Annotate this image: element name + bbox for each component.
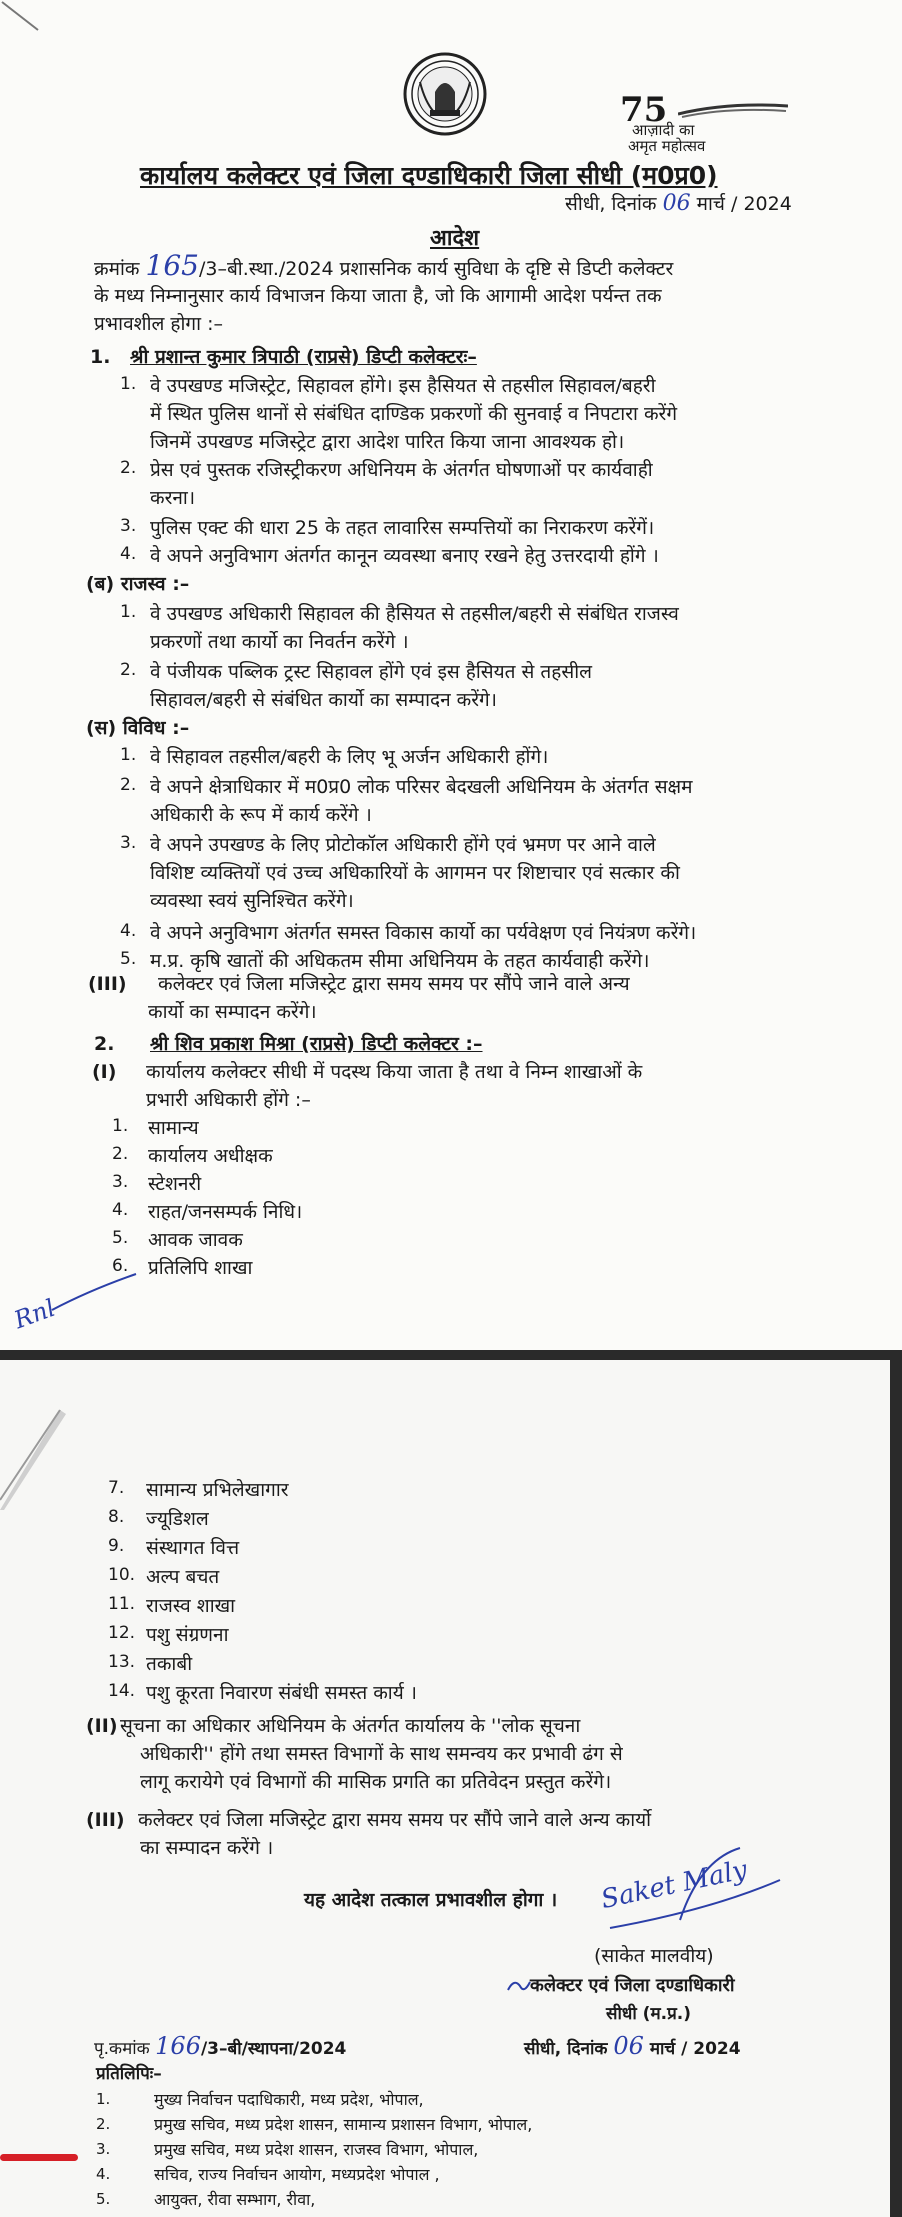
list-item: 2. प्रमुख सचिव, मध्य प्रदेश शासन, सामान्य प्रशासन विभाग, भोपाल, [96, 2115, 533, 2134]
section-a-list [120, 372, 840, 570]
section-c-title: (स) विविध :– [86, 717, 190, 739]
document-page-2 [0, 1360, 890, 2217]
clause-ii-line-1: सूचना का अधिकार अधिनियम के अंतर्गत कार्यालय के ''लोक सूचना [120, 1715, 581, 1737]
list-item: 5. आयुक्त, रीवा सम्भाग, रीवा, [96, 2190, 316, 2209]
intro-line-3: प्रभावशील होगा :– [94, 313, 223, 335]
state-emblem-logo [390, 52, 500, 136]
list-item: 2. वे पंजीयक पब्लिक ट्रस्ट सिहावल होंगे एवं इस हैसियत से तहसील सिहावल/बहरी से संबंधित कार्यो का सम्पादन करेंगे। [120, 660, 592, 711]
list-item: 3. पुलिस एक्ट की धारा 25 के तहत लावारिस सम्पत्तियों का निराकरण करेंगें। [120, 516, 655, 539]
list-item: 12. पशु संग्रणना [108, 1623, 229, 1646]
clause-iii-2-line-2: का सम्पादन करेंगे । [140, 1837, 274, 1859]
clause-i-line-2: प्रभारी अधिकारी होंगे :– [146, 1089, 311, 1111]
copies-title: प्रतिलिपिः– [96, 2064, 162, 2084]
flag-stripe-icon [678, 102, 788, 118]
list-item: 3. स्टेशनरी [112, 1172, 202, 1195]
clause-i-line-1: कार्यालय कलेक्टर सीधी में पदस्थ किया जाता है तथा वे निम्न शाखाओं के [146, 1061, 643, 1083]
handwritten-order-number: 165 [145, 249, 199, 282]
handwritten-initials: Rnl [10, 1293, 59, 1335]
list-item: 3. प्रमुख सचिव, मध्य प्रदेश शासन, राजस्व विभाग, भोपाल, [96, 2140, 479, 2159]
section-1-number: 1. [90, 346, 111, 368]
intro-line-2: के मध्य निम्नानुसार कार्य विभाजन किया जाता है, जो कि आगामी आदेश पर्यन्त तक [94, 285, 662, 307]
list-item: 7. सामान्य प्रभिलेखागार [108, 1478, 289, 1501]
azadi-ka-amrit-mahotsav-logo: 75 आज़ादी का अमृत महोत्सव [618, 96, 788, 156]
signer-place: सीधी (म.प्र.) [606, 2004, 691, 2024]
list-item: 2. वे अपने क्षेत्राधिकार में म0प्र0 लोक परिसर बेदखली अधिनियम के अंतर्गत सक्षम अधिकारी के रूप में कार्य करेंगे । [120, 775, 693, 826]
list-item: 5. म.प्र. कृषि खातों की अधिकतम सीमा अधिनियम के तहत कार्यवाही करेंगे। [120, 949, 650, 972]
list-item: 11. राजस्व शाखा [108, 1594, 236, 1617]
clause-iii-line-2: कार्यो का सम्पादन करेंगे। [148, 1001, 317, 1023]
list-item: 3. वे अपने उपखण्ड के लिए प्रोटोकॉल अधिकारी होंगे एवं भ्रमण पर आने वाले विशिष्ट व्यक्तियों एवं उच्च अधिकारियों के आगमन पर शिष्टाचार एवं सत्कार की व्यवस्था स्वयं सुनिश्चित करेंगे। [120, 833, 680, 912]
red-highlight-mark [0, 2154, 78, 2161]
list-item: 14. पशु कूरता निवारण संबंधी समस्त कार्य । [108, 1681, 417, 1704]
initials-stroke [50, 1270, 140, 1320]
order-title: आदेश [430, 226, 480, 251]
handwritten-date-2: 06 [613, 2032, 644, 2060]
list-item: 2. कार्यालय अधीक्षक [112, 1144, 273, 1167]
handwritten-endorsement-number: 166 [155, 2032, 201, 2060]
list-item: 8. ज्यूडिशल [108, 1507, 209, 1530]
clause-iii-2-line-1: कलेक्टर एवं जिला मजिस्ट्रेट द्वारा समय समय पर सौंपे जाने वाले अन्य कार्यो [138, 1809, 652, 1831]
signature-flourish [590, 1840, 790, 1940]
branch-list-1 [112, 1114, 612, 1282]
signer-title: कलेक्टर एवं जिला दण्डाधिकारी [530, 1975, 735, 1996]
clause-ii-line-2: अधिकारी'' होंगे तथा समस्त विभागों के साथ समन्वय कर प्रभावी ढंग से [140, 1743, 623, 1765]
list-item: 6. प्रतिलिपि शाखा [112, 1256, 253, 1279]
clause-iii-line-1: कलेक्टर एवं जिला मजिस्ट्रेट द्वारा समय समय पर सौंपे जाने वाले अन्य [158, 973, 630, 995]
clause-iii-number: (III) [88, 973, 127, 995]
office-header: कार्यालय कलेक्टर एवं जिला दण्डाधिकारी जिला सीधी (म0प्र0) [140, 161, 718, 190]
section-b-title: (ब) राजस्व :– [86, 573, 190, 595]
branch-list-2 [108, 1476, 608, 1708]
scratch-mark [0, 0, 40, 40]
section-2-number: 2. [94, 1033, 115, 1055]
place-date-line: सीधी, दिनांक 06 मार्च / 2024 [565, 191, 792, 216]
section-1-title: श्री प्रशान्त कुमार त्रिपाठी (राप्रसे) डिप्टी कलेक्टरः– [130, 346, 477, 368]
list-item: 10. अल्प बचत [108, 1565, 220, 1588]
list-item: 4. सचिव, राज्य निर्वाचन आयोग, मध्यप्रदेश भोपाल , [96, 2165, 440, 2184]
endorsement-date-line: सीधी, दिनांक 06 मार्च / 2024 [524, 2032, 741, 2060]
list-item: 1. वे उपखण्ड अधिकारी सिहावल की हैसियत से तहसील/बहरी से संबंधित राजस्व प्रकरणों तथा कार्यो का निवर्तन करेंगे । [120, 602, 679, 653]
order-number-line: क्रमांक 165/3–बी.स्था./2024 प्रशासनिक कार्य सुविधा के दृष्टि से डिप्टी कलेक्टर [94, 249, 674, 282]
section-b-list [120, 600, 840, 716]
list-item: 4. राहत/जनसम्पर्क निधि। [112, 1200, 303, 1223]
fold-shadow [0, 1400, 70, 1510]
list-item: 9. संस्थागत वित्त [108, 1536, 240, 1559]
signature: Saket Maly [598, 1854, 750, 1916]
list-item: 4. वे अपने अनुविभाग अंतर्गत कानून व्यवस्था बनाए रखने हेतु उत्तरदायी होंगे । [120, 544, 659, 567]
copies-list [96, 2088, 796, 2213]
list-item: 5. आवक जावक [112, 1228, 243, 1251]
clause-iii-number-2: (III) [86, 1809, 125, 1831]
section-c-list [120, 743, 840, 975]
list-item: 4. वे अपने अनुविभाग अंतर्गत समस्त विकास कार्यो का पर्यवेक्षण एवं नियंत्रण करेंगे। [120, 921, 697, 944]
signer-name: (साकेत मालवीय) [594, 1945, 714, 1967]
list-item: 2. प्रेस एवं पुस्तक रजिस्ट्रीकरण अधिनियम के अंतर्गत घोषणाओं पर कार्यवाही करना। [120, 458, 653, 509]
list-item: 1. वे उपखण्ड मजिस्ट्रेट, सिहावल होंगे। इस हैसियत से तहसील सिहावल/बहरी में स्थित पुलिस थानों से संबंधित दाण्डिक प्रकरणों की सुनवाई व निपटारा करेंगे जिनमें उपखण्ड मजिस्ट्रेट द्वारा आदेश पारित किया जाना आवश्यक हो। [120, 374, 678, 453]
clause-ii-line-3: लागू करायेगे एवं विभागों की मासिक प्रगति का प्रतिवेदन प्रस्तुत करेंगे। [140, 1771, 612, 1793]
list-item: 1. सामान्य [112, 1116, 199, 1139]
handwritten-date: 06 [662, 191, 691, 216]
clause-i-number: (I) [92, 1061, 117, 1083]
list-item: 1. मुख्य निर्वाचन पदाधिकारी, मध्य प्रदेश, भोपाल, [96, 2090, 424, 2109]
list-item: 1. वे सिहावल तहसील/बहरी के लिए भू अर्जन अधिकारी होंगे। [120, 745, 549, 768]
section-2-title: श्री शिव प्रकाश मिश्रा (राप्रसे) डिप्टी कलेक्टर :– [150, 1033, 483, 1055]
endorsement-number-line: पृ.कमांक 166/3–बी/स्थापना/2024 [94, 2032, 347, 2060]
clause-ii-number: (II) [86, 1715, 118, 1737]
effective-statement: यह आदेश तत्काल प्रभावशील होगा । [304, 1889, 558, 1911]
list-item: 13. तकाबी [108, 1652, 193, 1675]
